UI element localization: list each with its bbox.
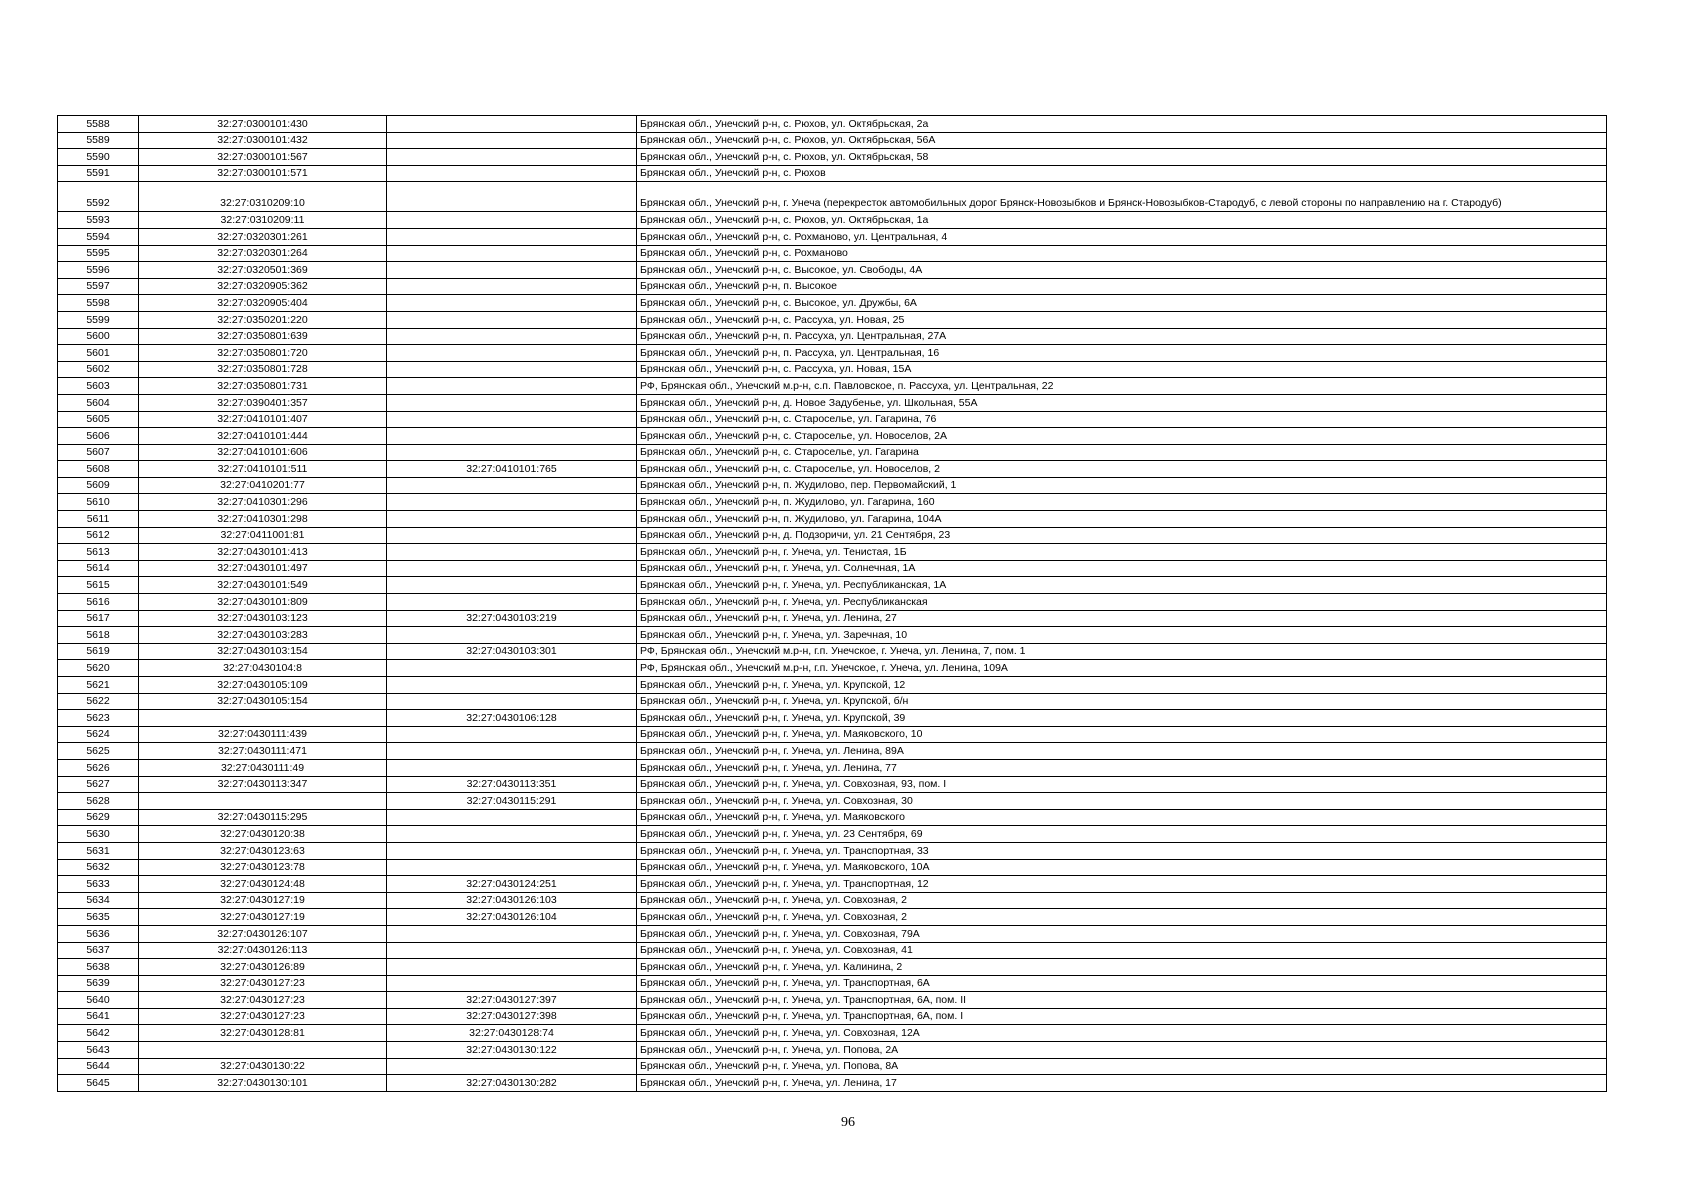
table-row — [58, 577, 1607, 594]
linked-cadastral-number-cell — [387, 361, 637, 378]
linked-cadastral-number-cell — [387, 693, 637, 710]
table-row — [58, 842, 1607, 859]
row-number-cell: 5645 — [58, 1075, 139, 1092]
address-cell: Брянская обл., Унечский р-н, г. Унеча, ул. Транспортная, 6А — [637, 975, 1607, 992]
cadastral-number-cell: 32:27:0430127:19 — [139, 892, 387, 909]
row-number-cell: 5607 — [58, 444, 139, 461]
linked-cadastral-number-cell — [387, 594, 637, 611]
cadastral-number-cell: 32:27:0430111:471 — [139, 743, 387, 760]
cadastral-number-cell: 32:27:0430123:63 — [139, 842, 387, 859]
row-number-cell: 5625 — [58, 743, 139, 760]
row-number-cell: 5643 — [58, 1042, 139, 1059]
address-cell: Брянская обл., Унечский р-н, с. Рюхов, ул. Октябрьская, 2а — [637, 116, 1607, 133]
cadastral-number-cell: 32:27:0410101:444 — [139, 428, 387, 445]
address-cell: Брянская обл., Унечский р-н, г. Унеча, ул. Транспортная, 12 — [637, 876, 1607, 893]
linked-cadastral-number-cell — [387, 394, 637, 411]
row-number-cell: 5611 — [58, 511, 139, 528]
linked-cadastral-number-cell — [387, 345, 637, 362]
row-number-cell: 5601 — [58, 345, 139, 362]
table-row — [58, 710, 1607, 727]
address-cell: Брянская обл., Унечский р-н, с. Рюхов — [637, 165, 1607, 182]
linked-cadastral-number-cell: 32:27:0430128:74 — [387, 1025, 637, 1042]
cadastral-number-cell: 32:27:0430123:78 — [139, 859, 387, 876]
linked-cadastral-number-cell — [387, 809, 637, 826]
table-row — [58, 610, 1607, 627]
linked-cadastral-number-cell — [387, 494, 637, 511]
address-cell: РФ, Брянская обл., Унечский м.р-н, г.п. Унечское, г. Унеча, ул. Ленина, 7, пом. 1 — [637, 643, 1607, 660]
linked-cadastral-number-cell: 32:27:0430106:128 — [387, 710, 637, 727]
row-number-cell: 5640 — [58, 992, 139, 1009]
row-number-cell: 5636 — [58, 925, 139, 942]
linked-cadastral-number-cell — [387, 245, 637, 262]
address-cell: Брянская обл., Унечский р-н, г. Унеча, ул. Калинина, 2 — [637, 959, 1607, 976]
table-row — [58, 116, 1607, 133]
cadastral-number-cell — [139, 1042, 387, 1059]
cadastral-number-cell: 32:27:0410101:606 — [139, 444, 387, 461]
cadastral-number-cell: 32:27:0320301:261 — [139, 228, 387, 245]
address-cell: Брянская обл., Унечский р-н, г. Унеча, ул. Тенистая, 1Б — [637, 544, 1607, 561]
linked-cadastral-number-cell — [387, 278, 637, 295]
linked-cadastral-number-cell: 32:27:0430103:219 — [387, 610, 637, 627]
row-number-cell: 5639 — [58, 975, 139, 992]
row-number-cell: 5599 — [58, 311, 139, 328]
table-row — [58, 544, 1607, 561]
table-row — [58, 876, 1607, 893]
address-cell: Брянская обл., Унечский р-н, г. Унеча, ул. Маяковского — [637, 809, 1607, 826]
row-number-cell: 5641 — [58, 1008, 139, 1025]
table-row — [58, 182, 1607, 212]
row-number-cell: 5610 — [58, 494, 139, 511]
linked-cadastral-number-cell — [387, 295, 637, 312]
table-row — [58, 627, 1607, 644]
table-row — [58, 394, 1607, 411]
table-row — [58, 942, 1607, 959]
table-row — [58, 776, 1607, 793]
address-cell: Брянская обл., Унечский р-н, г. Унеча, ул. Ленина, 27 — [637, 610, 1607, 627]
row-number-cell: 5594 — [58, 228, 139, 245]
row-number-cell: 5603 — [58, 378, 139, 395]
table-row — [58, 345, 1607, 362]
cadastral-number-cell: 32:27:0300101:571 — [139, 165, 387, 182]
table-row — [58, 1025, 1607, 1042]
cadastral-number-cell: 32:27:0410101:407 — [139, 411, 387, 428]
linked-cadastral-number-cell — [387, 1058, 637, 1075]
row-number-cell: 5623 — [58, 710, 139, 727]
address-cell: Брянская обл., Унечский р-н, с. Староселье, ул. Гагарина — [637, 444, 1607, 461]
cadastral-number-cell: 32:27:0430105:154 — [139, 693, 387, 710]
row-number-cell: 5598 — [58, 295, 139, 312]
row-number-cell: 5592 — [58, 182, 139, 212]
cadastral-number-cell: 32:27:0430115:295 — [139, 809, 387, 826]
linked-cadastral-number-cell — [387, 378, 637, 395]
cadastral-number-cell: 32:27:0430130:101 — [139, 1075, 387, 1092]
row-number-cell: 5614 — [58, 560, 139, 577]
address-cell: РФ, Брянская обл., Унечский м.р-н, с.п. Павловское, п. Рассуха, ул. Центральная, 22 — [637, 378, 1607, 395]
linked-cadastral-number-cell — [387, 262, 637, 279]
row-number-cell: 5609 — [58, 477, 139, 494]
row-number-cell: 5595 — [58, 245, 139, 262]
address-cell: РФ, Брянская обл., Унечский м.р-н, г.п. Унечское, г. Унеча, ул. Ленина, 109А — [637, 660, 1607, 677]
table-row — [58, 494, 1607, 511]
linked-cadastral-number-cell: 32:27:0430115:291 — [387, 793, 637, 810]
cadastral-number-cell: 32:27:0350801:720 — [139, 345, 387, 362]
linked-cadastral-number-cell — [387, 743, 637, 760]
linked-cadastral-number-cell: 32:27:0430127:397 — [387, 992, 637, 1009]
table-row — [58, 726, 1607, 743]
table-row — [58, 311, 1607, 328]
row-number-cell: 5608 — [58, 461, 139, 478]
row-number-cell: 5632 — [58, 859, 139, 876]
cadastral-number-cell: 32:27:0410201:77 — [139, 477, 387, 494]
address-cell: Брянская обл., Унечский р-н, г. Унеча, ул. Крупской, 12 — [637, 677, 1607, 694]
cadastral-number-cell: 32:27:0430126:113 — [139, 942, 387, 959]
address-cell: Брянская обл., Унечский р-н, г. Унеча, ул. Совхозная, 79А — [637, 925, 1607, 942]
table-row — [58, 992, 1607, 1009]
cadastral-number-cell: 32:27:0410301:298 — [139, 511, 387, 528]
table-row — [58, 1042, 1607, 1059]
cadastral-number-cell: 32:27:0430128:81 — [139, 1025, 387, 1042]
table-row — [58, 527, 1607, 544]
row-number-cell: 5589 — [58, 132, 139, 149]
table-row — [58, 477, 1607, 494]
address-cell: Брянская обл., Унечский р-н, с. Высокое, ул. Дружбы, 6А — [637, 295, 1607, 312]
cadastral-number-cell: 32:27:0300101:432 — [139, 132, 387, 149]
address-cell: Брянская обл., Унечский р-н, с. Староселье, ул. Новоселов, 2 — [637, 461, 1607, 478]
address-cell: Брянская обл., Унечский р-н, г. Унеча, ул. Совхозная, 30 — [637, 793, 1607, 810]
cadastral-number-cell: 32:27:0430103:154 — [139, 643, 387, 660]
address-cell: Брянская обл., Унечский р-н, г. Унеча, ул. Маяковского, 10А — [637, 859, 1607, 876]
cadastral-number-cell: 32:27:0430127:23 — [139, 992, 387, 1009]
linked-cadastral-number-cell — [387, 527, 637, 544]
address-cell: Брянская обл., Унечский р-н, п. Высокое — [637, 278, 1607, 295]
address-cell: Брянская обл., Унечский р-н, г. Унеча, ул. Ленина, 89А — [637, 743, 1607, 760]
table-row — [58, 925, 1607, 942]
address-cell: Брянская обл., Унечский р-н, г. Унеча, ул. Совхозная, 93, пом. I — [637, 776, 1607, 793]
cadastral-number-cell: 32:27:0430101:497 — [139, 560, 387, 577]
cadastral-number-cell: 32:27:0310209:11 — [139, 212, 387, 229]
table-row — [58, 892, 1607, 909]
linked-cadastral-number-cell — [387, 228, 637, 245]
linked-cadastral-number-cell — [387, 560, 637, 577]
linked-cadastral-number-cell — [387, 132, 637, 149]
cadastral-number-cell: 32:27:0430111:439 — [139, 726, 387, 743]
address-cell: Брянская обл., Унечский р-н, п. Жудилово, ул. Гагарина, 104А — [637, 511, 1607, 528]
row-number-cell: 5606 — [58, 428, 139, 445]
address-cell: Брянская обл., Унечский р-н, г. Унеча, ул. Транспортная, 33 — [637, 842, 1607, 859]
cadastral-number-cell: 32:27:0320905:404 — [139, 295, 387, 312]
row-number-cell: 5590 — [58, 149, 139, 166]
row-number-cell: 5644 — [58, 1058, 139, 1075]
row-number-cell: 5602 — [58, 361, 139, 378]
linked-cadastral-number-cell — [387, 660, 637, 677]
row-number-cell: 5619 — [58, 643, 139, 660]
address-cell: Брянская обл., Унечский р-н, п. Рассуха, ул. Центральная, 16 — [637, 345, 1607, 362]
address-cell: Брянская обл., Унечский р-н, с. Рохманово — [637, 245, 1607, 262]
address-cell: Брянская обл., Унечский р-н, г. Унеча, ул. Ленина, 77 — [637, 759, 1607, 776]
cadastral-number-cell: 32:27:0320301:264 — [139, 245, 387, 262]
linked-cadastral-number-cell: 32:27:0430126:103 — [387, 892, 637, 909]
address-cell: Брянская обл., Унечский р-н, г. Унеча, ул. Попова, 2А — [637, 1042, 1607, 1059]
linked-cadastral-number-cell — [387, 826, 637, 843]
linked-cadastral-number-cell — [387, 116, 637, 133]
row-number-cell: 5612 — [58, 527, 139, 544]
linked-cadastral-number-cell — [387, 627, 637, 644]
table-row — [58, 1008, 1607, 1025]
row-number-cell: 5596 — [58, 262, 139, 279]
row-number-cell: 5618 — [58, 627, 139, 644]
row-number-cell: 5616 — [58, 594, 139, 611]
address-cell: Брянская обл., Унечский р-н, г. Унеча, ул. Республиканская, 1А — [637, 577, 1607, 594]
row-number-cell: 5642 — [58, 1025, 139, 1042]
row-number-cell: 5620 — [58, 660, 139, 677]
cadastral-number-cell: 32:27:0300101:430 — [139, 116, 387, 133]
table-row — [58, 594, 1607, 611]
address-cell: Брянская обл., Унечский р-н, г. Унеча, ул. Попова, 8А — [637, 1058, 1607, 1075]
table-row — [58, 809, 1607, 826]
row-number-cell: 5621 — [58, 677, 139, 694]
linked-cadastral-number-cell — [387, 544, 637, 561]
address-cell: Брянская обл., Унечский р-н, г. Унеча, ул. Совхозная, 2 — [637, 909, 1607, 926]
address-cell: Брянская обл., Унечский р-н, г. Унеча, ул. Ленина, 17 — [637, 1075, 1607, 1092]
linked-cadastral-number-cell — [387, 726, 637, 743]
linked-cadastral-number-cell: 32:27:0430127:398 — [387, 1008, 637, 1025]
table-row — [58, 165, 1607, 182]
linked-cadastral-number-cell — [387, 975, 637, 992]
table-row — [58, 660, 1607, 677]
row-number-cell: 5593 — [58, 212, 139, 229]
cadastral-number-cell: 32:27:0320501:369 — [139, 262, 387, 279]
table-row — [58, 149, 1607, 166]
address-cell: Брянская обл., Унечский р-н, с. Высокое, ул. Свободы, 4А — [637, 262, 1607, 279]
linked-cadastral-number-cell: 32:27:0430103:301 — [387, 643, 637, 660]
cadastral-number-cell: 32:27:0430127:23 — [139, 975, 387, 992]
row-number-cell: 5637 — [58, 942, 139, 959]
table-row — [58, 826, 1607, 843]
table-row — [58, 212, 1607, 229]
address-cell: Брянская обл., Унечский р-н, с. Староселье, ул. Гагарина, 76 — [637, 411, 1607, 428]
cadastral-number-cell: 32:27:0390401:357 — [139, 394, 387, 411]
table-row — [58, 643, 1607, 660]
linked-cadastral-number-cell: 32:27:0430113:351 — [387, 776, 637, 793]
table-row — [58, 461, 1607, 478]
row-number-cell: 5613 — [58, 544, 139, 561]
table-row — [58, 909, 1607, 926]
linked-cadastral-number-cell: 32:27:0430130:282 — [387, 1075, 637, 1092]
table-row — [58, 428, 1607, 445]
row-number-cell: 5631 — [58, 842, 139, 859]
linked-cadastral-number-cell — [387, 428, 637, 445]
table-row — [58, 228, 1607, 245]
table-row — [58, 444, 1607, 461]
address-cell: Брянская обл., Унечский р-н, г. Унеча, ул. Транспортная, 6А, пом. II — [637, 992, 1607, 1009]
linked-cadastral-number-cell — [387, 149, 637, 166]
cadastral-number-cell: 32:27:0410301:296 — [139, 494, 387, 511]
cadastral-number-cell: 32:27:0430120:38 — [139, 826, 387, 843]
address-cell: Брянская обл., Унечский р-н, д. Новое Задубенье, ул. Школьная, 55А — [637, 394, 1607, 411]
linked-cadastral-number-cell: 32:27:0410101:765 — [387, 461, 637, 478]
linked-cadastral-number-cell — [387, 444, 637, 461]
row-number-cell: 5604 — [58, 394, 139, 411]
address-cell: Брянская обл., Унечский р-н, г. Унеча, ул. Совхозная, 12А — [637, 1025, 1607, 1042]
cadastral-number-cell: 32:27:0430126:107 — [139, 925, 387, 942]
linked-cadastral-number-cell — [387, 859, 637, 876]
table-row — [58, 411, 1607, 428]
linked-cadastral-number-cell — [387, 677, 637, 694]
row-number-cell: 5605 — [58, 411, 139, 428]
page-number: 96 — [841, 1115, 855, 1130]
address-cell: Брянская обл., Унечский р-н, п. Жудилово, пер. Первомайский, 1 — [637, 477, 1607, 494]
address-cell: Брянская обл., Унечский р-н, г. Унеча, ул. Транспортная, 6А, пом. I — [637, 1008, 1607, 1025]
row-number-cell: 5634 — [58, 892, 139, 909]
linked-cadastral-number-cell: 32:27:0430124:251 — [387, 876, 637, 893]
address-cell: Брянская обл., Унечский р-н, г. Унеча, ул. Заречная, 10 — [637, 627, 1607, 644]
address-cell: Брянская обл., Унечский р-н, с. Рассуха, ул. Новая, 25 — [637, 311, 1607, 328]
cadastral-number-cell: 32:27:0430101:549 — [139, 577, 387, 594]
linked-cadastral-number-cell — [387, 328, 637, 345]
cadastral-number-cell: 32:27:0430111:49 — [139, 759, 387, 776]
row-number-cell: 5600 — [58, 328, 139, 345]
row-number-cell: 5624 — [58, 726, 139, 743]
row-number-cell: 5638 — [58, 959, 139, 976]
address-cell: Брянская обл., Унечский р-н, п. Рассуха, ул. Центральная, 27А — [637, 328, 1607, 345]
table-row — [58, 677, 1607, 694]
row-number-cell: 5597 — [58, 278, 139, 295]
address-cell: Брянская обл., Унечский р-н, с. Староселье, ул. Новоселов, 2А — [637, 428, 1607, 445]
registry-table-body — [58, 116, 1607, 1092]
cadastral-number-cell — [139, 710, 387, 727]
linked-cadastral-number-cell — [387, 311, 637, 328]
table-row — [58, 975, 1607, 992]
cadastral-number-cell: 32:27:0430124:48 — [139, 876, 387, 893]
table-row — [58, 959, 1607, 976]
cadastral-number-cell: 32:27:0430113:347 — [139, 776, 387, 793]
table-row — [58, 511, 1607, 528]
address-cell: Брянская обл., Унечский р-н, д. Подзоричи, ул. 21 Сентября, 23 — [637, 527, 1607, 544]
cadastral-number-cell: 32:27:0350801:731 — [139, 378, 387, 395]
cadastral-number-cell: 32:27:0350201:220 — [139, 311, 387, 328]
row-number-cell: 5635 — [58, 909, 139, 926]
linked-cadastral-number-cell: 32:27:0430126:104 — [387, 909, 637, 926]
linked-cadastral-number-cell — [387, 165, 637, 182]
address-cell: Брянская обл., Унечский р-н, п. Жудилово, ул. Гагарина, 160 — [637, 494, 1607, 511]
address-cell: Брянская обл., Унечский р-н, г. Унеча, ул. Солнечная, 1А — [637, 560, 1607, 577]
cadastral-number-cell: 32:27:0411001:81 — [139, 527, 387, 544]
cadastral-number-cell: 32:27:0350801:728 — [139, 361, 387, 378]
table-row — [58, 743, 1607, 760]
row-number-cell: 5588 — [58, 116, 139, 133]
address-cell: Брянская обл., Унечский р-н, г. Унеча, ул. Республиканская — [637, 594, 1607, 611]
table-row — [58, 693, 1607, 710]
row-number-cell: 5617 — [58, 610, 139, 627]
row-number-cell: 5627 — [58, 776, 139, 793]
table-row — [58, 560, 1607, 577]
linked-cadastral-number-cell — [387, 411, 637, 428]
cadastral-number-cell: 32:27:0430127:23 — [139, 1008, 387, 1025]
linked-cadastral-number-cell — [387, 577, 637, 594]
address-cell: Брянская обл., Унечский р-н, с. Рассуха, ул. Новая, 15А — [637, 361, 1607, 378]
cadastral-number-cell: 32:27:0430103:283 — [139, 627, 387, 644]
address-cell: Брянская обл., Унечский р-н, г. Унеча, ул. Крупской, б/н — [637, 693, 1607, 710]
table-row — [58, 793, 1607, 810]
address-cell: Брянская обл., Унечский р-н, г. Унеча, ул. Совхозная, 41 — [637, 942, 1607, 959]
address-cell: Брянская обл., Унечский р-н, г. Унеча, ул. Крупской, 39 — [637, 710, 1607, 727]
table-row — [58, 245, 1607, 262]
linked-cadastral-number-cell — [387, 842, 637, 859]
address-cell: Брянская обл., Унечский р-н, с. Рюхов, ул. Октябрьская, 58 — [637, 149, 1607, 166]
table-row — [58, 1058, 1607, 1075]
table-row — [58, 295, 1607, 312]
cadastral-number-cell: 32:27:0430126:89 — [139, 959, 387, 976]
address-cell: Брянская обл., Унечский р-н, г. Унеча, ул. Совхозная, 2 — [637, 892, 1607, 909]
cadastral-number-cell: 32:27:0350801:639 — [139, 328, 387, 345]
linked-cadastral-number-cell — [387, 182, 637, 212]
table-row — [58, 132, 1607, 149]
linked-cadastral-number-cell — [387, 925, 637, 942]
cadastral-number-cell: 32:27:0430105:109 — [139, 677, 387, 694]
row-number-cell: 5630 — [58, 826, 139, 843]
table-row — [58, 378, 1607, 395]
address-cell: Брянская обл., Унечский р-н, с. Рюхов, ул. Октябрьская, 1а — [637, 212, 1607, 229]
row-number-cell: 5615 — [58, 577, 139, 594]
row-number-cell: 5633 — [58, 876, 139, 893]
cadastral-number-cell: 32:27:0410101:511 — [139, 461, 387, 478]
table-row — [58, 1075, 1607, 1092]
cadastral-number-cell: 32:27:0310209:10 — [139, 182, 387, 212]
cadastral-number-cell: 32:27:0430127:19 — [139, 909, 387, 926]
linked-cadastral-number-cell: 32:27:0430130:122 — [387, 1042, 637, 1059]
table-row — [58, 859, 1607, 876]
table-row — [58, 759, 1607, 776]
address-cell: Брянская обл., Унечский р-н, г. Унеча (перекресток автомобильных дорог Брянск-Новозыбков и Брянск-Новозыбков-Стародуб, с левой стороны по направлению на г. Стародуб) — [637, 182, 1607, 212]
table-row — [58, 262, 1607, 279]
row-number-cell: 5628 — [58, 793, 139, 810]
linked-cadastral-number-cell — [387, 959, 637, 976]
address-cell: Брянская обл., Унечский р-н, г. Унеча, ул. 23 Сентября, 69 — [637, 826, 1607, 843]
linked-cadastral-number-cell — [387, 212, 637, 229]
address-cell: Брянская обл., Унечский р-н, с. Рюхов, ул. Октябрьская, 56А — [637, 132, 1607, 149]
table-row — [58, 278, 1607, 295]
table-row — [58, 361, 1607, 378]
row-number-cell: 5626 — [58, 759, 139, 776]
row-number-cell: 5622 — [58, 693, 139, 710]
linked-cadastral-number-cell — [387, 511, 637, 528]
cadastral-number-cell — [139, 793, 387, 810]
address-cell: Брянская обл., Унечский р-н, г. Унеча, ул. Маяковского, 10 — [637, 726, 1607, 743]
registry-table — [57, 115, 1607, 1092]
linked-cadastral-number-cell — [387, 942, 637, 959]
row-number-cell: 5629 — [58, 809, 139, 826]
cadastral-number-cell: 32:27:0430103:123 — [139, 610, 387, 627]
cadastral-number-cell: 32:27:0320905:362 — [139, 278, 387, 295]
cadastral-number-cell: 32:27:0300101:567 — [139, 149, 387, 166]
cadastral-number-cell: 32:27:0430130:22 — [139, 1058, 387, 1075]
linked-cadastral-number-cell — [387, 477, 637, 494]
cadastral-number-cell: 32:27:0430104:8 — [139, 660, 387, 677]
address-cell: Брянская обл., Унечский р-н, с. Рохманово, ул. Центральная, 4 — [637, 228, 1607, 245]
cadastral-number-cell: 32:27:0430101:809 — [139, 594, 387, 611]
table-row — [58, 328, 1607, 345]
linked-cadastral-number-cell — [387, 759, 637, 776]
cadastral-number-cell: 32:27:0430101:413 — [139, 544, 387, 561]
row-number-cell: 5591 — [58, 165, 139, 182]
